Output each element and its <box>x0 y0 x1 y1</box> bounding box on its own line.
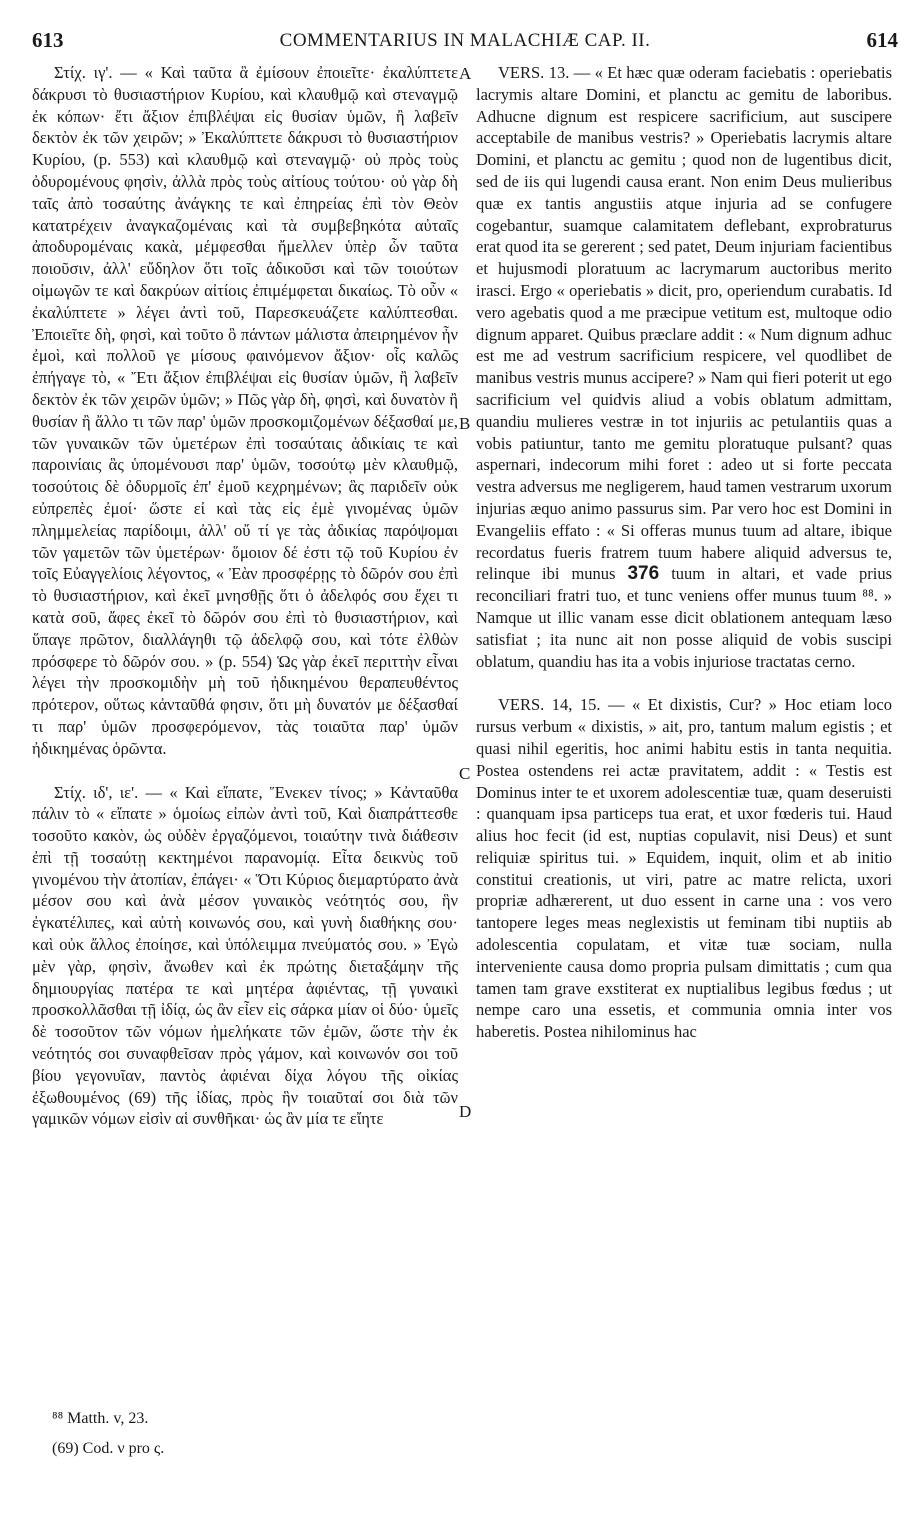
running-title: COMMENTARIUS IN MALACHIÆ CAP. II. <box>279 30 651 51</box>
margin-marker-c: C <box>459 764 471 783</box>
page-number-left: 613 <box>32 28 64 52</box>
running-header <box>32 28 898 58</box>
latin-commentary-vers-14-15: VERS. 14, 15. — « Et dixistis, Cur? » Hoc etiam loco rursus verbum « dixistis, » ait, pro, tantum malum egistis ; et quasi nihil egeritis, hoc animi habitu estis in tanta nequitia. Postea ostendens rei actæ pravitatem, addit : « Testis est Dominus inter te et uxorem adolescentiæ tuæ, quam deseruisti : quanquam ipsa particeps tua erat, et uxor fœderis tui. Haud alius hoc fecit (id est, nuptias copulavit, nisi Deus) et sunt reliquiæ spiritus tui. » Equidem, inquit, olim et ab initio constitui creationis, ut viri, patre ac matre relicta, uxori propriæ adhærerent, ut duo essent in carne una : vos vero tantopere leges meas neglexistis ut feminam tibi nuptiis ab adolescentia copulatam, et vitæ tuæ sociam, nulla interveniente causa domo propria pulsam dimittatis ; cum qua tamen tam grave exstiterat ex nuptialibus legibus fœdus ; ut nempe caro una essetis, et communia omnia inter vos haberetis. Postea nihilominus hac <box>476 695 892 1042</box>
footnote-69: (69) Cod. ν pro ς. <box>52 1440 165 1457</box>
margin-marker-d: D <box>459 1102 472 1121</box>
greek-commentary-vers-14-15: Στίχ. ιδ', ιε'. — « Καὶ εἴπατε, Ἕνεκεν τίνος; » Κἀνταῦθα πάλιν τὸ « εἴπατε » ὁμοίως εἰπὼν ἀντὶ τοῦ, Καὶ διαπράττεσθε τοσοῦτο κακὸν, ὡς οὐδὲν ἐργαζόμενοι, τοιαύτην τινὰ διάθεσιν ἐπὶ τῇ τοσαύτῃ κεκτημένοι παρανομίᾳ. Εἶτα δεικνὺς τοῦ γινομένου τὴν ἀτοπίαν, ἐπάγει· « Ὅτι Κύριος διεμαρτύρατο ἀνὰ μέσον σου καὶ ἀνὰ μέσον γυναικὸς νεότητός σου, ἣν ἐγκατέλιπες, καὶ αὐτὴ κοινωνός σου, καὶ γυνὴ διαθήκης σου· καὶ οὐκ ἄλλος ἐποίησε, καὶ ὑπόλειμμα πνεύματός σου. » Ἐγὼ μὲν γὰρ, φησὶν, ἄνωθεν καὶ ἐκ πρώτης διεταξάμην τῆς δημιουργίας πατέρα τε καὶ μητέρα ἀφιέντας, τῇ γυναικὶ προσκολλᾶσθαι τῇ ἰδίᾳ, ὡς ἂν εἶεν εἰς σάρκα μίαν οἱ δύο· ὑμεῖς δὲ τοσοῦτον τῶν νόμων ἠμελήκατε τῶν ἐμῶν, ὥστε τὴν ἐκ νεότητός σοι συναφθεῖσαν πρὸς γάμον, καὶ κοινωνόν σοι τοῦ βίου γεγονυῖαν, παντὸς ἀφιέναι δίχα λόγου τῆς οἰκίας ἐξωθουμένος (69) τῆς ἰδίας, πρὸς ἣν τοιαῦταί σοι διὰ τῶν γαμικῶν νόμων εἰσὶν αἱ συνθῆκαι· ὡς ἂν μία τε εἴητε <box>32 782 458 1129</box>
page-number-right: 614 <box>866 28 898 52</box>
marginal-number-376: 376 <box>627 563 660 585</box>
latin-commentary-vers-13 <box>476 62 892 672</box>
latin-text-part-2: tuum in altari, et vade prius reconciliari fratri tuo, et tunc veniens offer munus tuum ⁸⁸. » Namque ut illic vanam esse dicit oblationem antequam læso satisfiat ; ita nunc ait non posse aliquid de vobis suscipi oblatum, quandiu has ita a vobis injuriose tractatas cerno. <box>476 564 893 671</box>
margin-marker-a: A <box>459 64 472 83</box>
latin-text-part-1: VERS. 13. — « Et hæc quæ oderam faciebatis : operiebatis lacrymis altare Domini, et planctu ac gemitu de laboribus. Adhucne dignum est respicere sacrificium, aut suscipere acceptabile de manibus vestris? » Operiebatis lacrymis altare Domini, et planctu ac gemitu ; quod non de lugentibus dicit, sed de iis qui lugendi causa erant. Non enim Deus mulieribus quæ ex tantis angustiis atque injuria ad se confugere cogebantur, suamque calamitatem deflebant, exprobraturus erat quod ita se gererent ; sed patet, Deum injuriam facientibus et hujusmodi ploratuum ac lacrymarum auctoribus merito irasci. Ergo « operiebatis » dicit, pro, operiendum curabatis. Id vero agebatis quod a me præcipue vetitum est, multoque odio dignum apparet. Quibus præclare addit : « Num dignum adhuc est me ad vestrum sacrificium respicere, vel quodlibet de manibus vestris munus accipere? » Nam qui fieri poterit ut ego sacrificium vel quidvis aliud a vobis oblatum admittam, quandiu mulieres vestræ in tot injuriis ac petulantiis quas a vobis patiuntur, tanto me gemitu ploratuque pulsant? quas aspernari, indecorum mihi foret : adeo ut si forte peccata vestra adversus me negligerem, haud tamen vestrarum uxorum injurias æquo animo passurus sim. Par vero hoc est Domini in Evangeliis effato : « Si offeras munus tuum ad altare, ibique recordatus fueris fratrem tuum habere aliquid adversus te, relinque ibi munus <box>476 63 892 584</box>
greek-column <box>32 62 458 1130</box>
latin-column <box>476 62 892 1043</box>
footnote-88: ⁸⁸ Matth. v, 23. <box>52 1410 149 1427</box>
greek-commentary-vers-13: Στίχ. ιγ'. — « Καὶ ταῦτα ἃ ἐμίσουν ἐποιεῖτε· ἐκαλύπτετε δάκρυσι τὸ θυσιαστήριον Κυρίου, καὶ κλαυθμῷ καὶ στεναγμῷ ἐκ κόπων· ἔτι ἄξιον ἐπιβλέψαι εἰς θυσίαν ὑμῶν, ἢ λαβεῖν δεκτὸν ἐκ τῶν χειρῶν; » Ἐκαλύπτετε δάκρυσι τὸ θυσιαστήριον Κυρίου, (p. 553) καὶ κλαυθμῷ καὶ στεναγμῷ· οὐ πρὸς τοὺς ὀδυρομένους φησὶν, ἀλλὰ πρὸς τοὺς αἰτίους τούτου· οὐ γὰρ δὴ ταῖς ἀπὸ τοσαύτης ἀνάγκης τε καὶ ἐπηρείας ἐπὶ τὸν Θεὸν κατατρέχειν ἀναγκαζομέναις καὶ τὰ συμβεβηκότα αὐταῖς ἀποδυρομέναις κακὰ, μέμφεσθαι ἤμελλεν ὑπὲρ ὧν ταῦτα ποιοῦσιν, ἀλλ' εὔδηλον ὅτι τοῖς ἀδικοῦσι καὶ τῶν τοιούτων οἰμωγῶν τε καὶ δακρύων αἰτίοις ἐπιμέμφεται δικαίως. Τὸ οὖν « ἐκαλύπτετε » λέγει ἀντὶ τοῦ, Παρεσκευάζετε καλύπτεσθαι. Ἐποιεῖτε δὴ, φησὶ, καὶ τοῦτο ὃ πάντων μάλιστα ἀπειρημένον ἦν ἐμοὶ, καὶ πολλοῦ γε μίσους φαινόμενον ἄξιον· οἷς καλῶς ἐπήγαγε τὸ, « Ἔτι ἄξιον ἐπιβλέψαι εἰς θυσίαν ὑμῶν, ἢ λαβεῖν δεκτὸν ἐκ τῶν χειρῶν ὑμῶν; » Πῶς γὰρ δὴ, φησὶ, καὶ δυνατὸν ἢ θυσίαν ἢ ἄλλο τι τῶν παρ' ὑμῶν προσκομιζομένων δέξασθαί με, τῶν γυναικῶν τῶν ὑμετέρων ἐπὶ τοσαύταις ἀδικίαις τε καὶ παροινίαις ἃς ὑπομένουσι παρ' ὑμῶν, τοσούτῳ μὲν κλαυθμῷ, τοσούτοις δὲ ὀδυρμοῖς ἐπ' ἐμοῦ κεχρημένων; ἃς παριδεῖν οὐκ εὐπρεπὲς ἐμοί· ὥστε εἰ καὶ τὰς εἰς ἐμὲ γινομένας ὑμῶν πλημμελείας παρίδοιμι, ἀλλ' οὔ τί γε τὰς ἀδικίας παρόψομαι τῶν γαμετῶν τῶν ὑμετέρων· ὅμοιον δέ ἐστι τῷ τοῦ Κυρίου ἐν τοῖς Εὐαγγελίοις λέγοντος, « Ἐὰν προσφέρῃς τὸ δῶρόν σου ἐπὶ τὸ θυσιαστήριον, καὶ ἐκεῖ μνησθῇς ὅτι ὁ ἀδελφός σου ἔχει τι κατὰ σοῦ, ἄφες ἐκεῖ τὸ δῶρόν σου ἐπὶ τὸ θυσιαστήριον, καὶ ὕπαγε πρῶτον, διαλλάγηθι τῷ ἀδελφῷ σου, καὶ τότε ἐλθὼν πρόσφερε τὸ δῶρόν σου. » (p. 554) Ὡς γὰρ ἐκεῖ περιττὴν εἶναι λέγει τὴν προσκομιδὴν μὴ τοῦ ἠδικημένου θεραπευθέντος πρότερον, οὕτως κἀνταῦθά φησιν, ὅτι μὴ δυνατόν με δέξασθαί τι παρ' ὑμῶν προσφερόμενον, τὰς τοιαῦτα παρ' ὑμῶν ἠδικημένας ὁρῶντα. <box>32 63 458 758</box>
margin-marker-b: B <box>459 414 471 433</box>
